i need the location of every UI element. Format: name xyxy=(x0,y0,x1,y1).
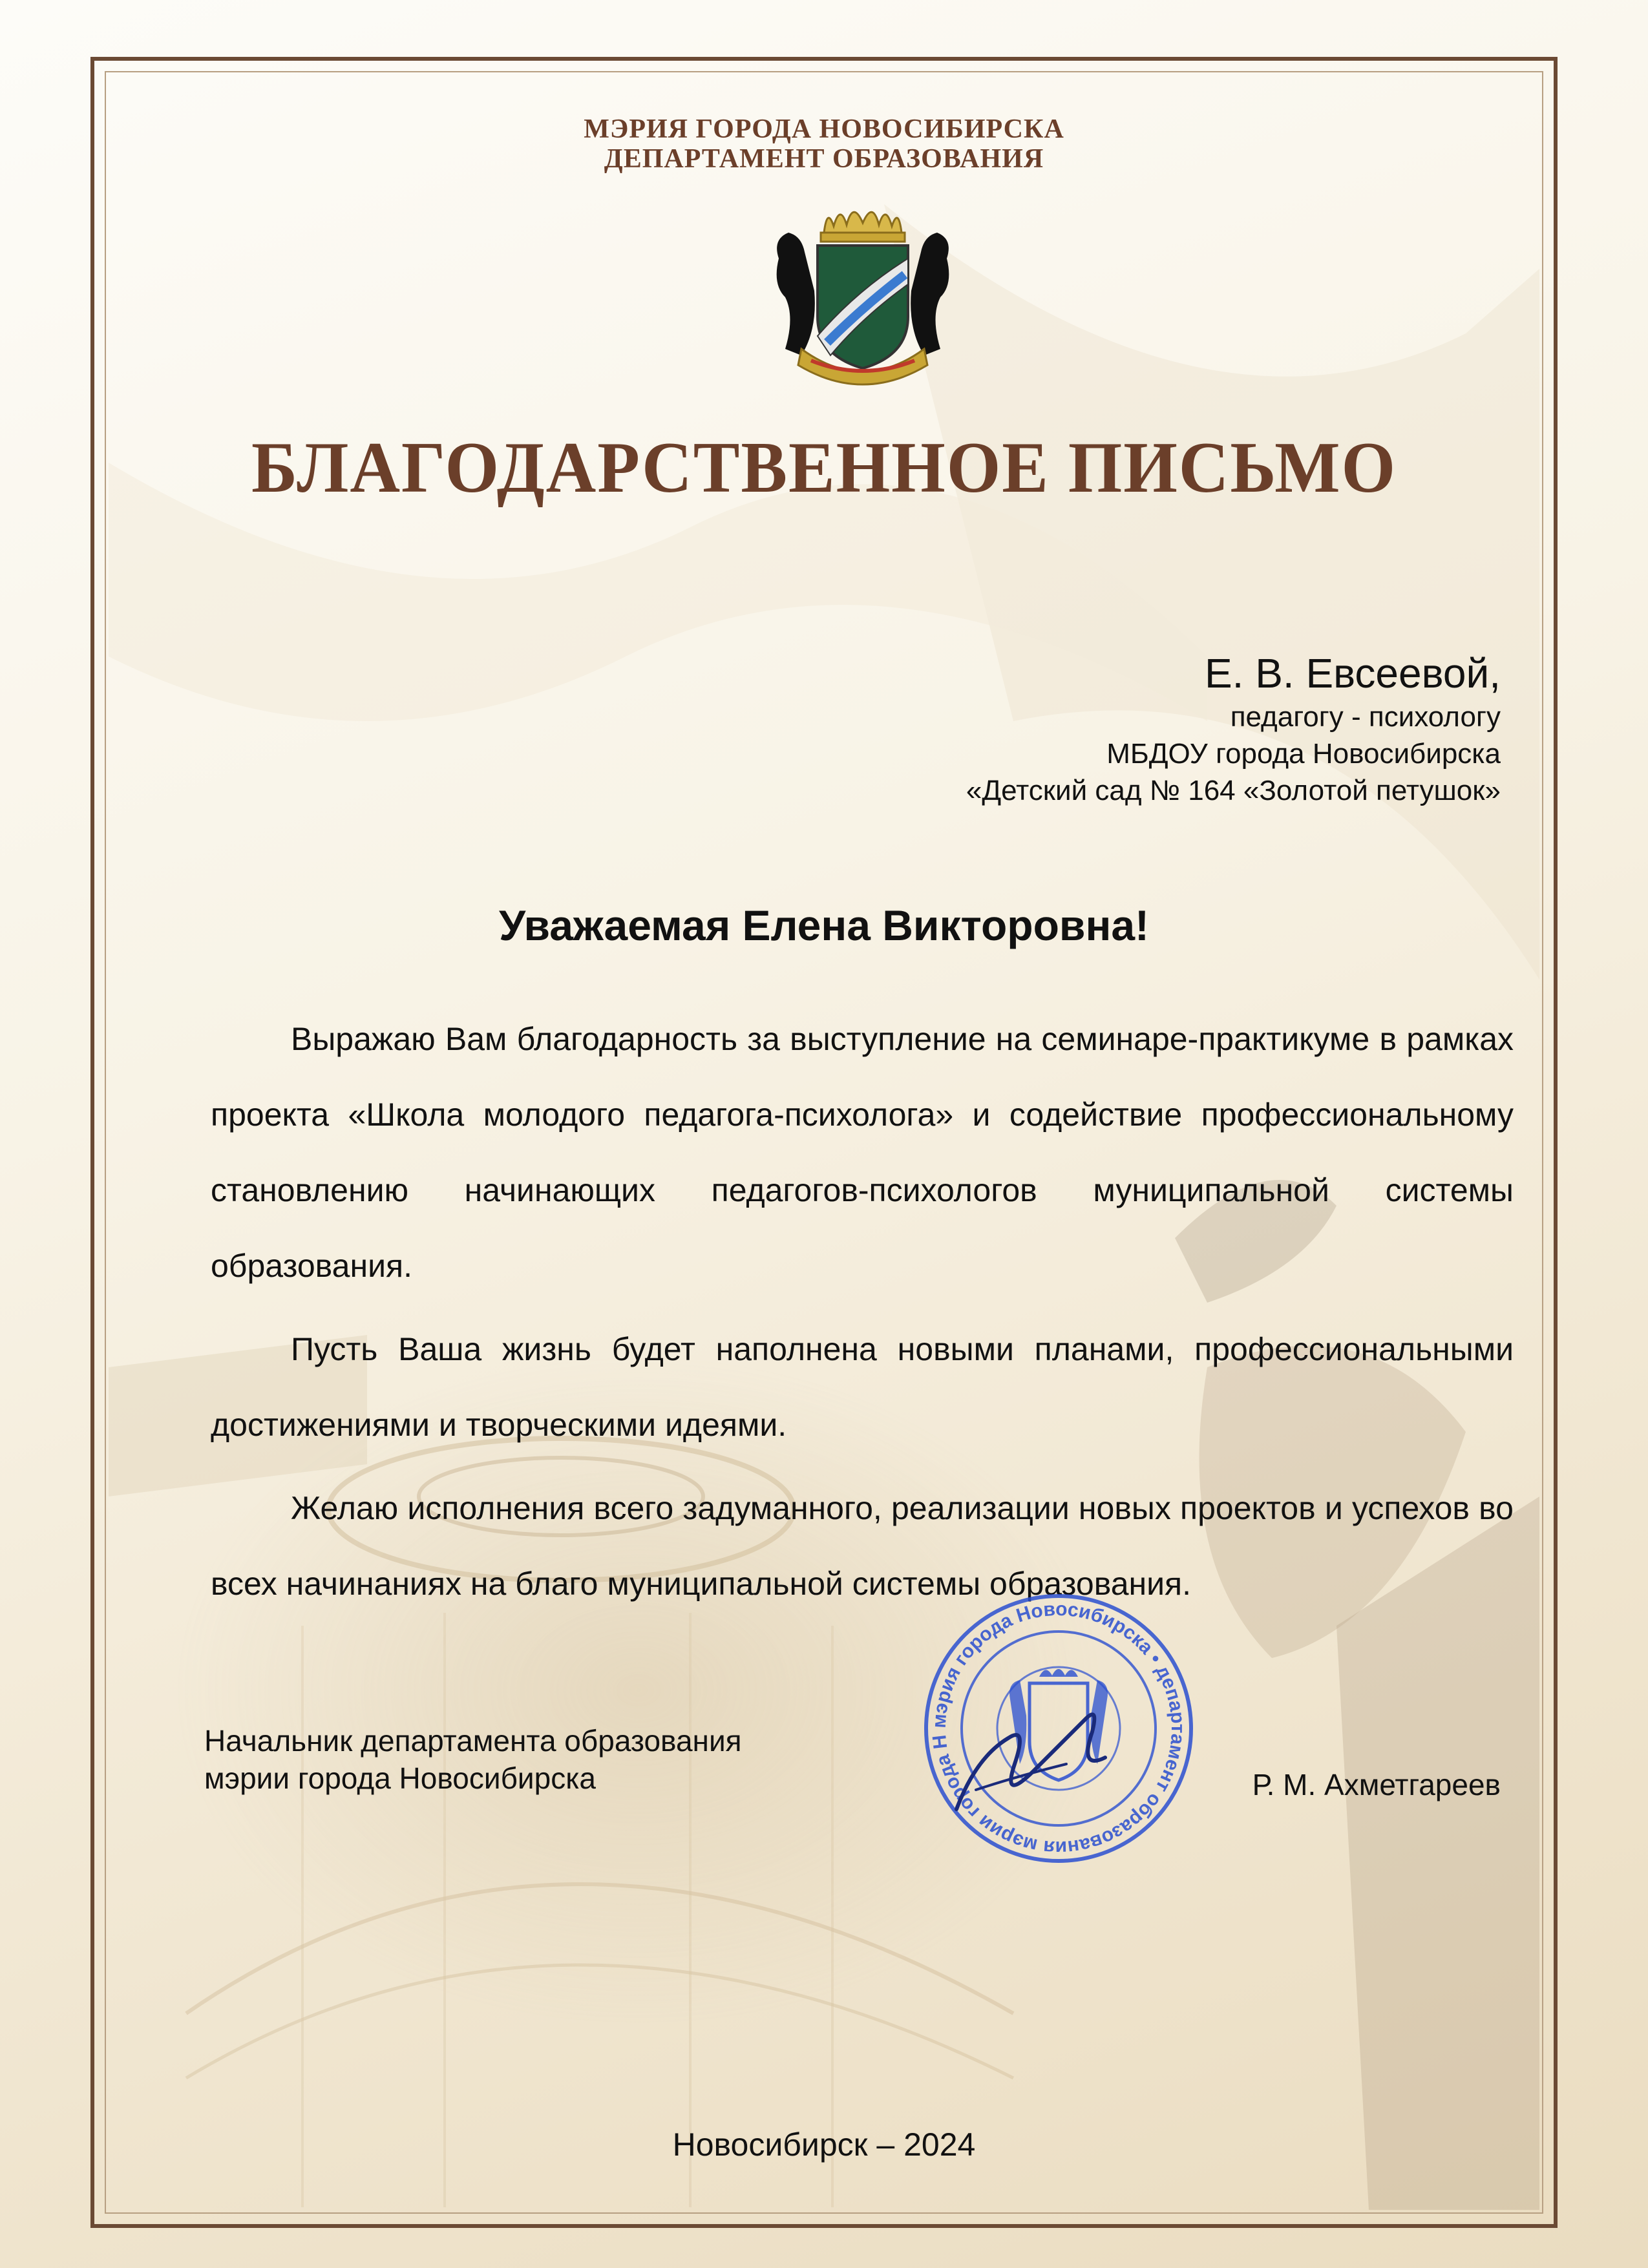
letter-body xyxy=(211,1002,1514,1622)
signatory-title-line-2: мэрии города Новосибирска xyxy=(204,1761,596,1795)
document-title: БЛАГОДАРСТВЕННОЕ ПИСЬМО xyxy=(251,428,1397,508)
recipient-organization-line-1: МБДОУ города Новосибирска xyxy=(1106,738,1501,770)
signatory-name: Р. М. Ахметгареев xyxy=(1252,1768,1501,1801)
body-paragraph-3: Желаю исполнения всего задуманного, реализации новых проектов и успехов во всех начинаниях на благо муниципальной системы образования. xyxy=(211,1490,1514,1602)
greeting: Уважаемая Елена Викторовна! xyxy=(498,901,1150,949)
recipient-organization-line-2: «Детский сад № 164 «Золотой петушок» xyxy=(966,775,1501,806)
recipient-name: Е. В. Евсеевой, xyxy=(1204,650,1501,697)
stamp-text: мэрия города Новосибирска • департамент образования мэрии города Н xyxy=(928,1598,1189,1859)
issuer-line-1: МЭРИЯ ГОРОДА НОВОСИБИРСКА xyxy=(584,114,1064,144)
body-paragraph-2: Пусть Ваша жизнь будет наполнена новыми планами, профессиональными достижениями и творческими идеями. xyxy=(211,1331,1514,1443)
issuer-line-2: ДЕПАРТАМЕНТ ОБРАЗОВАНИЯ xyxy=(604,144,1044,174)
city-coat-of-arms-icon xyxy=(740,187,986,407)
body-paragraph-1: Выражаю Вам благодарность за выступление на семинаре-практикуме в рамках проекта «Школа молодого педагога-психолога» и содействие профессиональному становлению начинающих педагогов-психологов муниципальной системы образования. xyxy=(211,1021,1514,1284)
signatory-title xyxy=(204,1722,742,1797)
handwritten-signature xyxy=(937,1680,1131,1822)
signatory-title-line-1: Начальник департамента образования xyxy=(204,1724,742,1758)
recipient-position: педагогу - психологу xyxy=(1230,701,1501,733)
place-and-year: Новосибирск – 2024 xyxy=(672,2126,976,2163)
